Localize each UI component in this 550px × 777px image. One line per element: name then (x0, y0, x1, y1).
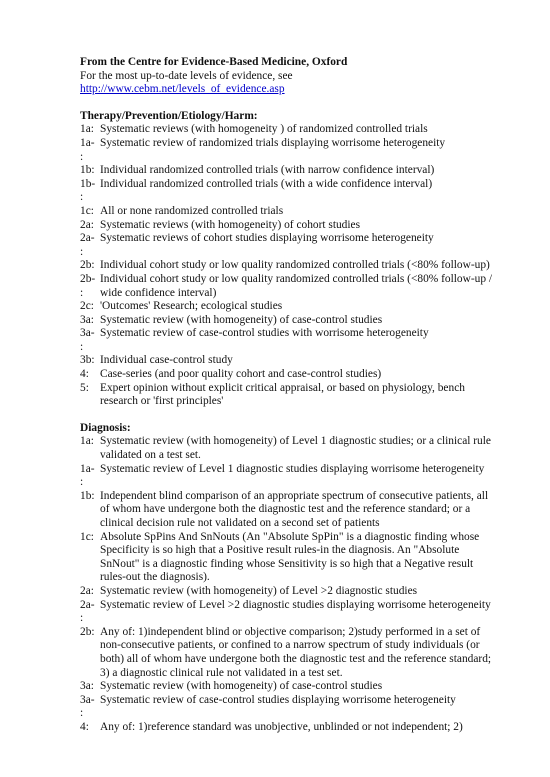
diagnosis-entry (80, 585, 500, 599)
diagnosis-heading: Diagnosis: (80, 421, 131, 434)
evidence-level-code: 1a- : (80, 136, 95, 163)
evidence-level-code: 2a- : (80, 232, 95, 258)
evidence-level-text: All or none randomized controlled trials (100, 204, 284, 217)
evidence-level-code: 2a: (80, 218, 94, 231)
evidence-level-text: Any of: 1)independent blind or objective comparison; 2)study performed in a set of non-consecutive patients, or confined to a narrow spectrum of study individuals (or both) all of whom have undergone both the diagnostic test and the reference standard; 3) a diagnostic clinical rule not validated in a test set. (100, 625, 492, 679)
evidence-level-code: 2a- : (80, 598, 95, 625)
evidence-level-code: 1b: (80, 164, 95, 177)
evidence-level-text: Systematic reviews (with homogeneity) of cohort studies (100, 218, 361, 231)
therapy-entry (80, 273, 500, 300)
evidence-level-code: 2c: (80, 300, 94, 313)
therapy-heading: Therapy/Prevention/Etiology/Harm: (80, 109, 258, 122)
evidence-level-text: Systematic review of randomized trials displaying worrisome heterogeneity (100, 136, 446, 149)
evidence-level-text: Individual cohort study or low quality randomized controlled trials (<80% follow-up / wide confidence interval) (100, 272, 493, 299)
diagnosis-entry (80, 490, 500, 531)
therapy-entry (80, 354, 500, 368)
evidence-level-code: 1a: (80, 123, 94, 136)
evidence-level-text: Case-series (and poor quality cohort and case-control studies) (100, 368, 382, 381)
evidence-level-code: 3a- : (80, 327, 95, 353)
therapy-entry (80, 232, 500, 259)
evidence-level-code: 2b: (80, 259, 95, 272)
therapy-entry (80, 123, 500, 137)
document-title: From the Centre for Evidence-Based Medicine, Oxford (80, 56, 348, 68)
evidence-level-text: Individual cohort study or low quality randomized controlled trials (<80% follow-up) (100, 259, 490, 272)
evidence-level-code: 4: (80, 720, 89, 733)
therapy-entry (80, 259, 500, 273)
diagnosis-entry (80, 721, 500, 735)
evidence-level-code: 3a- : (80, 693, 95, 720)
evidence-level-text: Systematic review of case-control studies displaying worrisome heterogeneity (100, 693, 456, 706)
therapy-entry (80, 300, 500, 314)
evidence-level-text: Absolute SpPins And SnNouts (An "Absolute SpPin" is a diagnostic finding whose Specificity is so high that a Positive result rules-in the diagnosis. An "Absolute SnNout" is a diagnostic finding whose Sensitivity is so high that a Negative result rules-out the diagnosis). (100, 530, 480, 584)
evidence-level-text: Systematic review of Level >2 diagnostic studies displaying worrisome heterogeneity (100, 598, 491, 611)
evidence-level-text: Individual case-control study (100, 354, 233, 367)
diagnosis-entry (80, 599, 500, 626)
therapy-entry (80, 164, 500, 178)
evidence-level-code: 1c: (80, 204, 94, 217)
evidence-level-text: Systematic review of case-control studies with worrisome heterogeneity (100, 327, 429, 340)
therapy-entry (80, 368, 500, 382)
evidence-level-code: 1b: (80, 489, 95, 502)
therapy-entry (80, 137, 500, 164)
evidence-level-code: 3a: (80, 680, 94, 693)
therapy-list (80, 123, 500, 408)
evidence-level-code: 5: (80, 381, 89, 394)
evidence-level-text: Independent blind comparison of an appropriate spectrum of consecutive patients, all of whom have undergone both the diagnostic test and the reference standard; or a clinical decision rule not validated on a second set of patients (100, 489, 489, 529)
evidence-level-code: 4: (80, 368, 89, 381)
evidence-level-code: 2b- : (80, 272, 96, 299)
evidence-level-code: 1a- : (80, 462, 95, 489)
evidence-link[interactable]: http://www.cebm.net/levels_of_evidence.asp (80, 83, 285, 96)
evidence-level-text: Any of: 1)reference standard was unobjective, unblinded or not independent; 2) (100, 720, 463, 733)
evidence-link-line (80, 83, 500, 97)
diagnosis-entry (80, 435, 500, 462)
therapy-entry (80, 327, 500, 354)
document-subtitle: For the most up-to-date levels of evidence, see (80, 69, 293, 82)
evidence-level-code: 1b- : (80, 177, 96, 204)
evidence-level-code: 1c: (80, 530, 94, 543)
diagnosis-entry (80, 680, 500, 694)
evidence-level-text: Systematic reviews (with homogeneity ) of randomized controlled trials (100, 123, 428, 136)
evidence-level-code: 2b: (80, 625, 95, 638)
document-page (80, 56, 500, 735)
evidence-level-code: 3a: (80, 313, 94, 326)
therapy-entry (80, 382, 500, 409)
evidence-level-text: Systematic review of Level 1 diagnostic studies displaying worrisome heterogeneity (100, 462, 485, 475)
therapy-entry (80, 178, 500, 205)
therapy-entry (80, 205, 500, 219)
evidence-level-text: Expert opinion without explicit critical appraisal, or based on physiology, bench research or 'first principles' (100, 381, 465, 408)
evidence-level-text: Individual randomized controlled trials (with a wide confidence interval) (100, 177, 433, 190)
evidence-level-code: 1a: (80, 435, 94, 448)
diagnosis-entry (80, 694, 500, 721)
therapy-entry (80, 314, 500, 328)
evidence-level-text: Systematic review (with homogeneity) of Level 1 diagnostic studies; or a clinical rule validated on a test set. (100, 435, 491, 462)
diagnosis-entry (80, 531, 500, 585)
therapy-entry (80, 219, 500, 233)
evidence-level-code: 3b: (80, 354, 95, 367)
diagnosis-entry (80, 626, 500, 680)
diagnosis-list (80, 435, 500, 734)
evidence-level-text: 'Outcomes' Research; ecological studies (100, 300, 283, 313)
evidence-level-text: Systematic review (with homogeneity) of case-control studies (100, 680, 383, 693)
diagnosis-entry (80, 463, 500, 490)
evidence-level-text: Individual randomized controlled trials (with narrow confidence interval) (100, 164, 435, 177)
evidence-level-text: Systematic reviews of cohort studies displaying worrisome heterogeneity (100, 232, 434, 245)
evidence-level-text: Systematic review (with homogeneity) of Level >2 diagnostic studies (100, 584, 418, 597)
evidence-level-text: Systematic review (with homogeneity) of case-control studies (100, 313, 383, 326)
evidence-level-code: 2a: (80, 584, 94, 597)
